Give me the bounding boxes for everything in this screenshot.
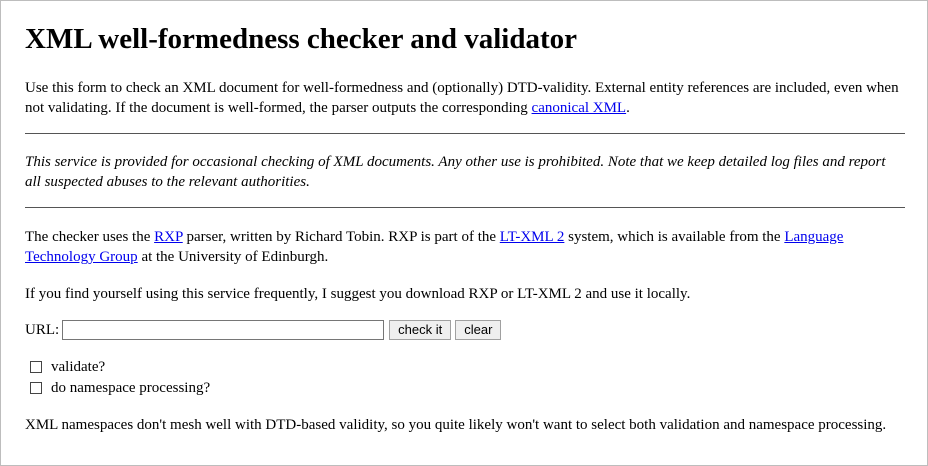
credits-text-4: at the University of Edinburgh. bbox=[137, 249, 329, 265]
url-input[interactable] bbox=[62, 320, 384, 340]
namespace-label: do namespace processing? bbox=[51, 380, 211, 396]
validate-checkbox[interactable] bbox=[30, 361, 42, 373]
check-it-button[interactable]: check it bbox=[389, 320, 451, 340]
canonical-xml-link[interactable]: canonical XML bbox=[531, 100, 627, 116]
credits-text-1: The checker uses the bbox=[25, 229, 155, 245]
page-title: XML well-formedness checker and validator bbox=[25, 23, 578, 55]
namespace-checkbox[interactable] bbox=[30, 382, 42, 394]
usage-warning: This service is provided for occasional checking of XML documents. Any other use is prohibited. Note that we keep detailed log files and report all suspected abuses to the relevant authorities. bbox=[25, 154, 886, 190]
credits-paragraph bbox=[25, 227, 905, 267]
language-technology-group-link[interactable]: Language Technology Group bbox=[25, 229, 844, 265]
intro-text-end: . bbox=[626, 100, 630, 116]
suggestion-paragraph: If you find yourself using this service frequently, I suggest you download RXP or LT-XML 2 and use it locally. bbox=[25, 286, 691, 302]
url-form bbox=[25, 318, 505, 342]
url-label: URL: bbox=[25, 322, 60, 338]
namespace-note: XML namespaces don't mesh well with DTD-based validity, so you quite likely won't want to select both validation and namespace processing. bbox=[25, 417, 887, 433]
namespace-option[interactable] bbox=[25, 378, 210, 398]
clear-button[interactable]: clear bbox=[455, 320, 501, 340]
credits-text-3: system, which is available from the bbox=[564, 229, 785, 245]
credits-text-2: parser, written by Richard Tobin. RXP is part of the bbox=[182, 229, 500, 245]
validate-option[interactable] bbox=[25, 357, 105, 377]
page bbox=[1, 1, 927, 433]
rxp-link[interactable]: RXP bbox=[154, 229, 183, 245]
validate-label: validate? bbox=[51, 359, 106, 375]
divider-top bbox=[25, 133, 905, 134]
lt-xml-link[interactable]: LT-XML 2 bbox=[499, 229, 565, 245]
intro-text: Use this form to check an XML document for well-formedness and (optionally) DTD-validity. External entity references are included, even when not validating. If the document is well-formed, the parser outputs the corresponding bbox=[25, 80, 899, 116]
intro-paragraph bbox=[25, 78, 905, 118]
divider-bottom bbox=[25, 207, 905, 208]
